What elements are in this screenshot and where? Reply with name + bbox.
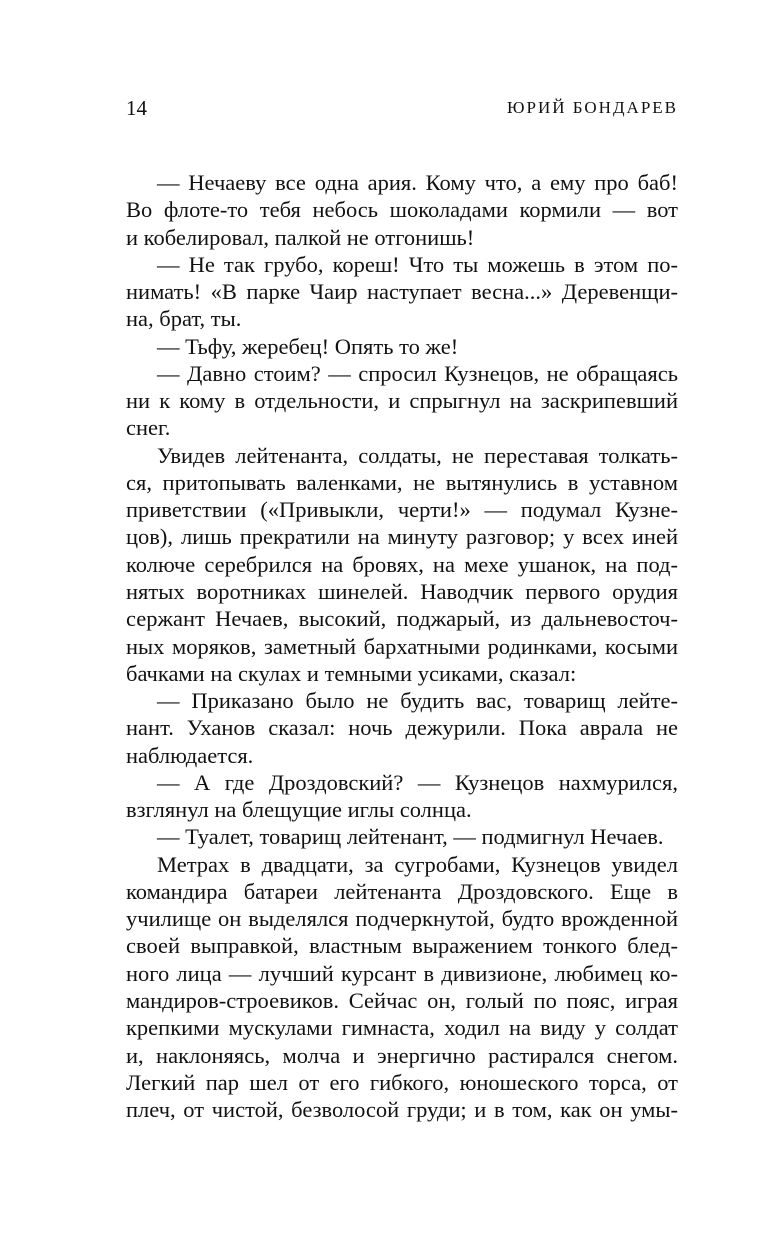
- text-line: плеч, от чистой, безволосой груди; и в том, как он умы-: [126, 1097, 678, 1123]
- text-line: Увидев лейтенанта, солдаты, не переставая толкать-: [157, 442, 678, 468]
- text-line: на, брат, ты.: [126, 306, 242, 332]
- text-line: снег.: [126, 415, 171, 441]
- text-line: командира батареи лейтенанта Дроздовского. Еще в: [126, 878, 678, 904]
- text-line: Во флоте-то тебя небось шоколадами кормили — вот: [126, 197, 678, 223]
- running-title-author: ЮРИЙ БОНДАРЕВ: [507, 98, 678, 117]
- text-line: и кобелировал, палкой не отгонишь!: [126, 224, 475, 250]
- text-line: — Давно стоим? — спросил Кузнецов, не обращаясь: [157, 360, 678, 386]
- text-line: сержант Нечаев, высокий, поджарый, из дальневосточ-: [126, 606, 678, 632]
- body-text: [126, 169, 678, 1123]
- text-line: мандиров-строевиков. Сейчас он, голый по пояс, играя: [126, 987, 678, 1013]
- text-line: приветствии («Привыкли, черти!» — подумал Кузне-: [126, 497, 678, 523]
- text-line: нант. Уханов сказал: ночь дежурили. Пока аврала не: [126, 715, 678, 741]
- text-line: своей выправкой, властным выражением тонкого блед-: [126, 933, 678, 959]
- text-line: ного лица — лучший курсант в дивизионе, любимец ко-: [126, 960, 678, 986]
- text-line: бачками на скулах и темными усиками, сказал:: [126, 660, 577, 686]
- text-line: — Приказано было не будить вас, товарищ лейте-: [157, 688, 678, 714]
- text-line: — Тьфу, жеребец! Опять то же!: [157, 333, 459, 359]
- text-line: цов), лишь прекратили на минуту разговор; у всех иней: [126, 524, 678, 550]
- text-line: — Не так грубо, кореш! Что ты можешь в этом по-: [157, 251, 678, 277]
- text-line: наблюдается.: [126, 742, 254, 768]
- text-line: Легкий пар шел от его гибкого, юношеского торса, от: [126, 1069, 678, 1095]
- text-line: Метрах в двадцати, за сугробами, Кузнецов увидел: [157, 851, 678, 877]
- text-line: — Туалет, товарищ лейтенант, — подмигнул Нечаев.: [157, 824, 664, 850]
- text-line: училище он выделялся подчеркнутой, будто врожденной: [126, 906, 678, 932]
- text-line: и, наклоняясь, молча и энергично растирался снегом.: [126, 1042, 678, 1068]
- text-line: нимать! «В парке Чаир наступает весна...» Деревенщи-: [126, 279, 678, 305]
- text-line: взглянул на блещущие иглы солнца.: [126, 797, 472, 823]
- text-line: ся, притопывать валенками, не вытянулись в уставном: [126, 469, 678, 495]
- text-line: — А где Дроздовский? — Кузнецов нахмурился,: [157, 769, 678, 795]
- text-line: колюче серебрился на бровях, на мехе ушанок, на под-: [126, 551, 678, 577]
- text-line: ных моряков, заметный бархатными родинками, косыми: [126, 633, 678, 659]
- page-number: 14: [126, 96, 147, 120]
- text-line: крепкими мускулами гимнаста, ходил на виду у солдат: [126, 1015, 678, 1041]
- running-head: [126, 95, 678, 123]
- text-line: нятых воротниках шинелей. Наводчик первого орудия: [126, 578, 678, 604]
- text-line: — Нечаеву все одна ария. Кому что, а ему про баб!: [157, 170, 678, 195]
- text-line: ни к кому в отдельности, и спрыгнул на заскрипевший: [126, 388, 678, 414]
